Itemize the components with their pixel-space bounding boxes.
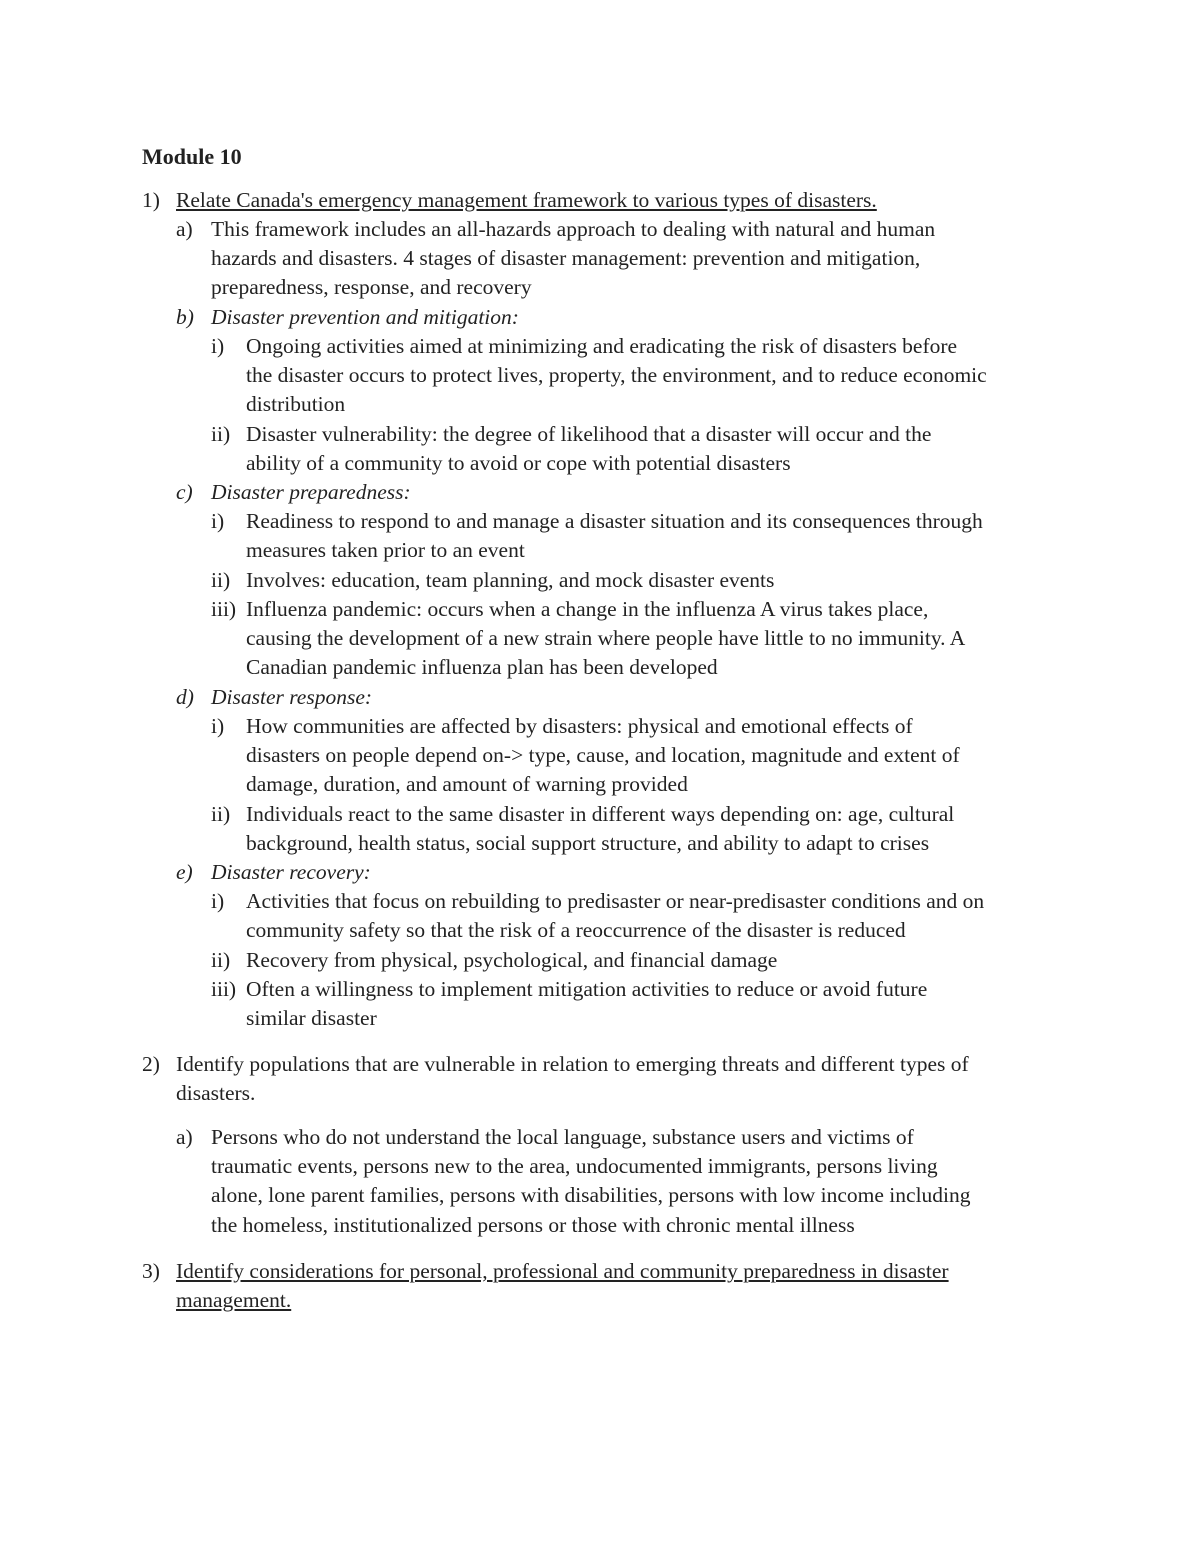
q1-b-ii-line-2: ability of a community to avoid or cope with potential disasters <box>246 451 791 475</box>
q1-e-i-label: i) <box>211 889 225 913</box>
q2-a-line-4: the homeless, institutionalized persons or those with chronic mental illness <box>211 1213 855 1237</box>
q1-c-ii-line-1: Involves: education, team planning, and mock disaster events <box>246 568 775 592</box>
q1-d-i-line-1: How communities are affected by disasters: physical and emotional effects of <box>246 714 913 738</box>
q1-d-i-line-2: disasters on people depend on-> type, cause, and location, magnitude and extent of <box>246 743 960 767</box>
q1-e-iii-label: iii) <box>211 977 237 1001</box>
q1-c-i-label: i) <box>211 509 225 533</box>
q2-line-1: Identify populations that are vulnerable in relation to emerging threats and different types of <box>176 1052 969 1076</box>
q1-c-heading: Disaster preparedness: <box>211 480 411 504</box>
q1-number: 1) <box>142 188 160 212</box>
q2-line-2: disasters. <box>176 1081 256 1105</box>
q1-a-line-1: This framework includes an all-hazards approach to dealing with natural and human <box>211 217 936 241</box>
q1-e-iii-line-1: Often a willingness to implement mitigation activities to reduce or avoid future <box>246 977 928 1001</box>
q1-d-ii-line-1: Individuals react to the same disaster in different ways depending on: age, cultural <box>246 802 955 826</box>
q2-number: 2) <box>142 1052 160 1076</box>
q1-b-label: b) <box>176 305 194 329</box>
q1-a-line-2: hazards and disasters. 4 stages of disaster management: prevention and mitigation, <box>211 246 921 270</box>
q1-d-ii-line-2: background, health status, social support structure, and ability to adapt to crises <box>246 831 930 855</box>
q1-e-i-line-2: community safety so that the risk of a reoccurrence of the disaster is reduced <box>246 918 906 942</box>
q1-b-ii-line-1: Disaster vulnerability: the degree of likelihood that a disaster will occur and the <box>246 422 932 446</box>
q1-c-label: c) <box>176 480 193 504</box>
q3-line-1: Identify considerations for personal, professional and community preparedness in disaster <box>176 1259 949 1283</box>
q1-c-i-line-2: measures taken prior to an event <box>246 538 525 562</box>
q1-b-i-line-1: Ongoing activities aimed at minimizing and eradicating the risk of disasters before <box>246 334 958 358</box>
page-title: Module 10 <box>142 144 242 169</box>
q2-a-line-3: alone, lone parent families, persons with disabilities, persons with low income including <box>211 1183 971 1207</box>
q1-c-ii-label: ii) <box>211 568 231 592</box>
q1-b-i-line-2: the disaster occurs to protect lives, property, the environment, and to reduce economic <box>246 363 987 387</box>
q1-a-line-3: preparedness, response, and recovery <box>211 275 532 299</box>
q1-e-i-line-1: Activities that focus on rebuilding to predisaster or near-predisaster conditions and on <box>246 889 985 913</box>
q1-d-i-line-3: damage, duration, and amount of warning provided <box>246 772 688 796</box>
q1-e-ii-line-1: Recovery from physical, psychological, and financial damage <box>246 948 778 972</box>
q1-b-i-line-3: distribution <box>246 392 346 416</box>
q1-d-label: d) <box>176 685 194 709</box>
q2-a-line-2: traumatic events, persons new to the area, undocumented immigrants, persons living <box>211 1154 938 1178</box>
q1-e-iii-line-2: similar disaster <box>246 1006 377 1030</box>
q1-b-heading: Disaster prevention and mitigation: <box>211 305 519 329</box>
q1-text: Relate Canada's emergency management framework to various types of disasters. <box>176 188 877 212</box>
q1-b-ii-label: ii) <box>211 422 231 446</box>
q2-a-line-1: Persons who do not understand the local language, substance users and victims of <box>211 1125 914 1149</box>
q1-d-heading: Disaster response: <box>211 685 373 709</box>
q1-a-label: a) <box>176 217 193 241</box>
q2-a-label: a) <box>176 1125 193 1149</box>
q1-d-i-label: i) <box>211 714 225 738</box>
q1-c-iii-line-1: Influenza pandemic: occurs when a change in the influenza A virus takes place, <box>246 597 929 621</box>
q3-line-2: management. <box>176 1288 292 1312</box>
q1-c-iii-label: iii) <box>211 597 237 621</box>
q1-e-label: e) <box>176 860 193 884</box>
q1-b-i-label: i) <box>211 334 225 358</box>
q1-e-ii-label: ii) <box>211 948 231 972</box>
q1-c-iii-line-2: causing the development of a new strain where people have little to no immunity. A <box>246 626 966 650</box>
q1-e-heading: Disaster recovery: <box>211 860 371 884</box>
q1-d-ii-label: ii) <box>211 802 231 826</box>
q3-number: 3) <box>142 1259 160 1283</box>
q1-c-iii-line-3: Canadian pandemic influenza plan has been developed <box>246 655 718 679</box>
q1-c-i-line-1: Readiness to respond to and manage a disaster situation and its consequences through <box>246 509 983 533</box>
